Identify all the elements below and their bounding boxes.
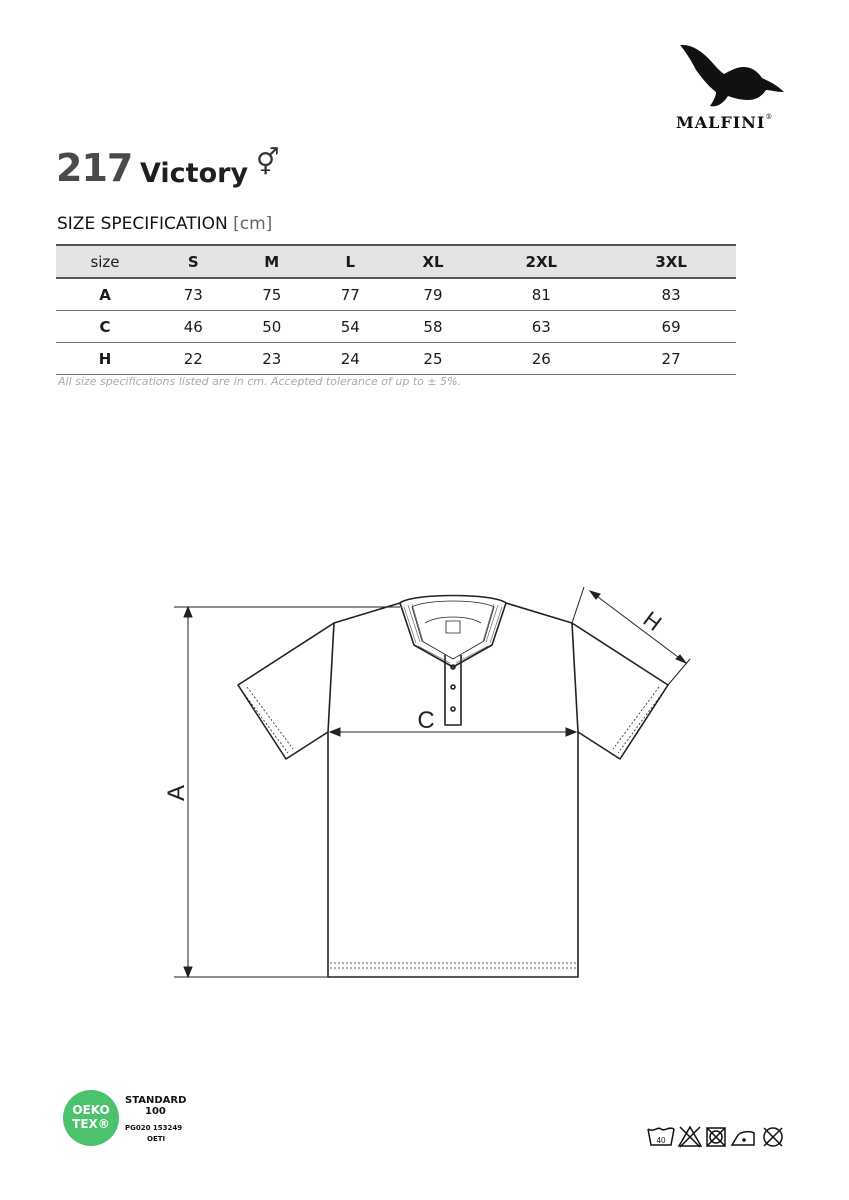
badge-line: OEKO [72, 1103, 110, 1117]
no-dry-clean-icon [764, 1128, 782, 1146]
table-cell: 46 [154, 311, 233, 343]
left-sleeve [238, 623, 334, 759]
dimension-label-c: C [417, 707, 435, 734]
row-header: A [56, 278, 154, 311]
table-cell: 75 [233, 278, 312, 311]
standard-label: STANDARD [125, 1095, 187, 1106]
iron-low-icon [732, 1132, 754, 1145]
collar-rib-hatching [404, 604, 502, 663]
table-cell: 25 [390, 343, 477, 375]
collar [400, 596, 506, 668]
dimension-label-a: A [163, 784, 190, 802]
neck-label [446, 621, 460, 633]
product-code: 217 [56, 146, 133, 190]
shirt-body-outline [328, 732, 578, 977]
table-cell: 83 [606, 278, 736, 311]
bird-logo-icon [678, 40, 788, 110]
left-shoulder [328, 603, 400, 732]
table-cell: 26 [476, 343, 606, 375]
standard-number: 100 [145, 1106, 166, 1117]
table-cell: 63 [476, 311, 606, 343]
section-title: SIZE SPECIFICATION [cm] [57, 214, 273, 234]
dimension-c [330, 728, 576, 736]
table-row [56, 311, 736, 343]
table-cell: 73 [154, 278, 233, 311]
column-header: M [233, 245, 312, 278]
product-name: Victory [140, 158, 249, 189]
unisex-icon: ⚥ [256, 148, 280, 178]
collar-neckline [425, 617, 481, 623]
table-cell: 27 [606, 343, 736, 375]
column-header: size [56, 245, 154, 278]
polo-shirt-diagram [150, 585, 710, 995]
left-sleeve-stitch [242, 687, 293, 753]
table-cell: 54 [311, 311, 390, 343]
table-row [56, 343, 736, 375]
right-sleeve-stitch [613, 687, 664, 753]
table-header-row [56, 245, 736, 278]
table-cell: 23 [233, 343, 312, 375]
table-cell: 24 [311, 343, 390, 375]
column-header: 3XL [606, 245, 736, 278]
right-sleeve [572, 623, 668, 759]
wash-40-icon [648, 1128, 674, 1145]
dimension-label-h: H [638, 606, 667, 636]
institute-name: OETI [147, 1135, 166, 1143]
care-symbols [646, 1123, 798, 1151]
row-header: H [56, 343, 154, 375]
brand-name: MALFINI® [676, 113, 774, 132]
no-bleach-icon [679, 1127, 701, 1147]
row-header: C [56, 311, 154, 343]
dimension-h [572, 587, 690, 685]
badge-line: TEX® [72, 1117, 110, 1131]
svg-text:40: 40 [656, 1136, 666, 1145]
table-cell: 58 [390, 311, 477, 343]
table-cell: 69 [606, 311, 736, 343]
table-cell: 50 [233, 311, 312, 343]
oeko-tex-badge [63, 1090, 119, 1146]
button-icon [451, 707, 455, 711]
size-table [56, 244, 736, 375]
table-cell: 81 [476, 278, 606, 311]
table-row [56, 278, 736, 311]
column-header: S [154, 245, 233, 278]
no-tumble-dry-icon [707, 1128, 725, 1146]
dimension-a [174, 607, 400, 977]
hem-stitch [330, 963, 576, 968]
table-cell: 22 [154, 343, 233, 375]
column-header: XL [390, 245, 477, 278]
oeko-tex-info [125, 1095, 186, 1145]
tolerance-note: All size specifications listed are in cm. Accepted tolerance of up to ± 5%. [58, 375, 462, 388]
table-cell: 77 [311, 278, 390, 311]
table-cell: 79 [390, 278, 477, 311]
column-header: L [311, 245, 390, 278]
button-icon [451, 685, 455, 689]
right-shoulder [506, 603, 578, 732]
column-header: 2XL [476, 245, 606, 278]
license-number: PG020 153249 [125, 1124, 183, 1132]
